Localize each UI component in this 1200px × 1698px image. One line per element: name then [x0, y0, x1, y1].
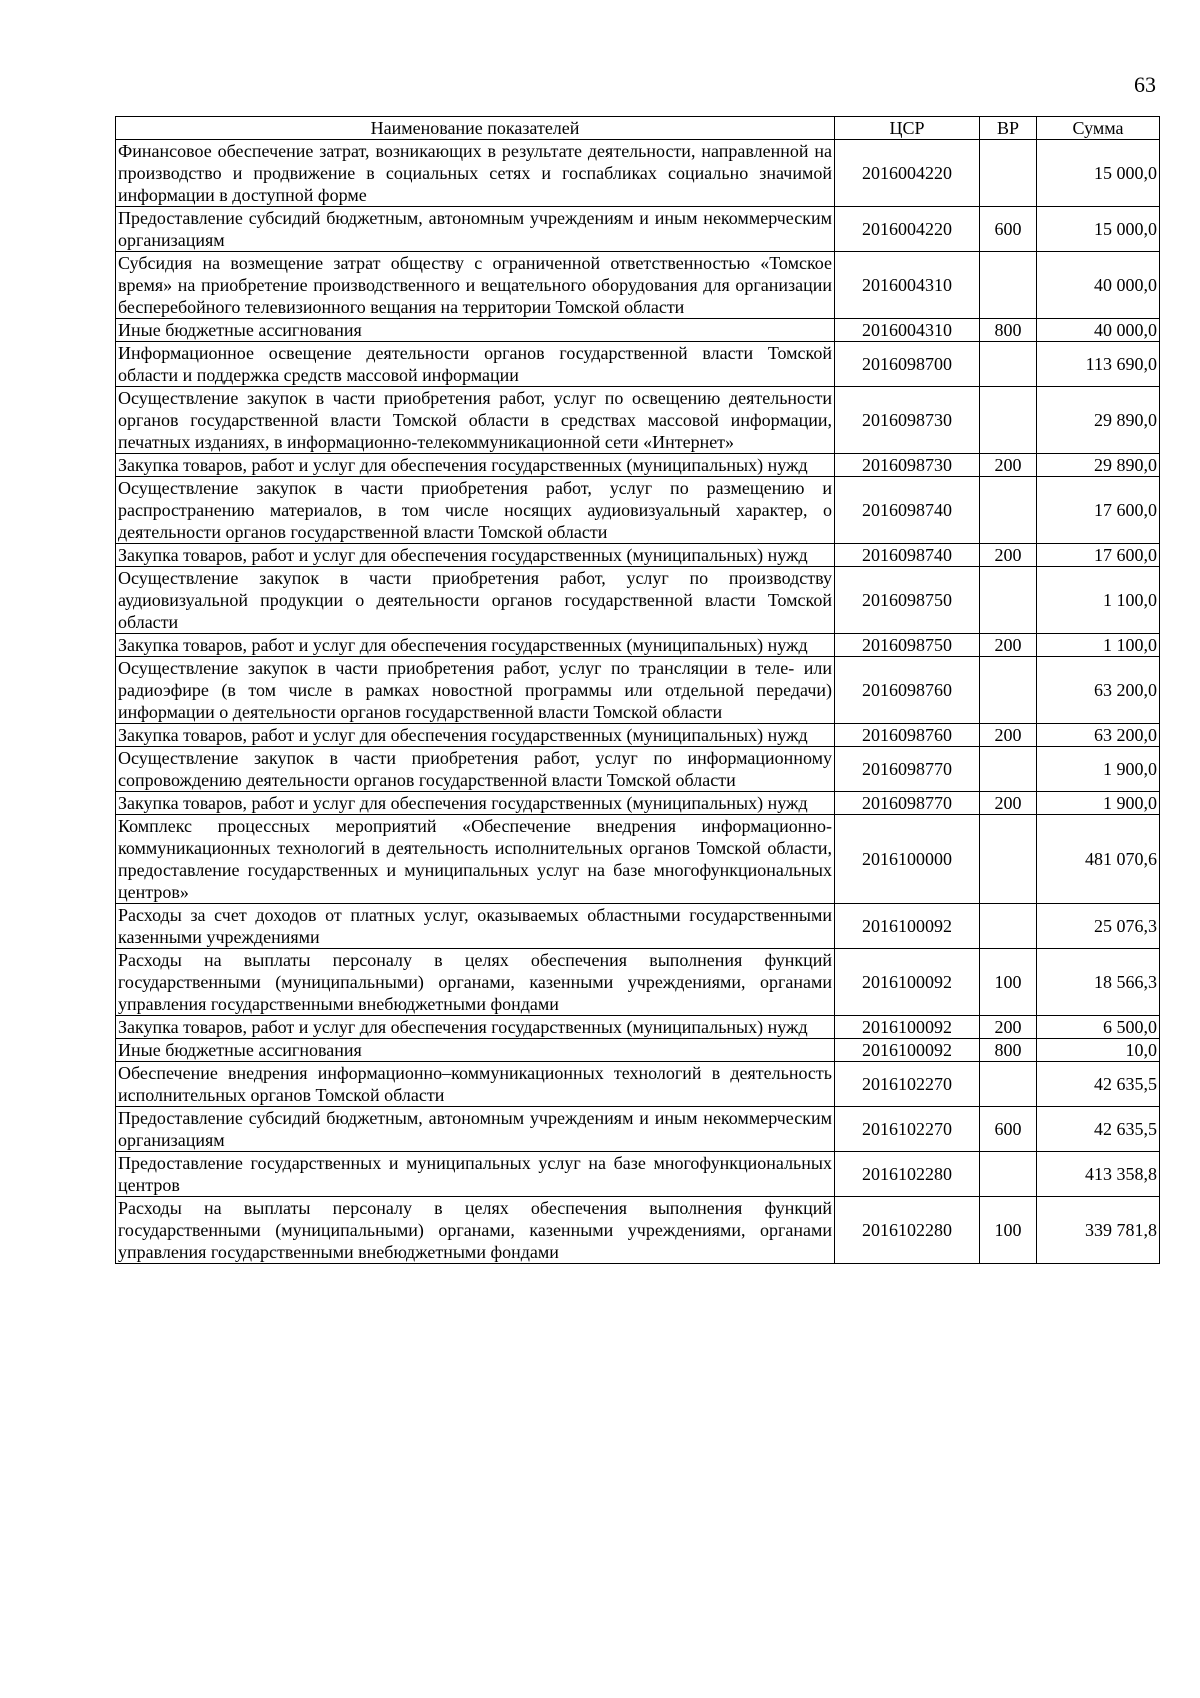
cell-name: Обеспечение внедрения информационно–коммуникационных технологий в деятельность исполнительных органов Томской области [116, 1062, 835, 1107]
cell-csr: 2016004220 [835, 207, 980, 252]
table-header-row [116, 117, 1160, 140]
cell-sum: 15 000,0 [1037, 207, 1160, 252]
table-row [116, 387, 1160, 454]
cell-sum: 29 890,0 [1037, 454, 1160, 477]
cell-sum: 339 781,8 [1037, 1197, 1160, 1264]
cell-vr: 600 [980, 207, 1037, 252]
cell-name: Закупка товаров, работ и услуг для обеспечения государственных (муниципальных) нужд [116, 724, 835, 747]
cell-csr: 2016004220 [835, 140, 980, 207]
cell-sum: 18 566,3 [1037, 949, 1160, 1016]
cell-csr: 2016098740 [835, 477, 980, 544]
table-row [116, 544, 1160, 567]
cell-name: Закупка товаров, работ и услуг для обеспечения государственных (муниципальных) нужд [116, 544, 835, 567]
header-vr: ВР [980, 117, 1037, 140]
table-row [116, 724, 1160, 747]
cell-vr: 100 [980, 1197, 1037, 1264]
cell-vr: 800 [980, 1039, 1037, 1062]
table-row [116, 747, 1160, 792]
cell-name: Предоставление субсидий бюджетным, автономным учреждениям и иным некоммерческим организациям [116, 207, 835, 252]
cell-name: Предоставление субсидий бюджетным, автономным учреждениям и иным некоммерческим организациям [116, 1107, 835, 1152]
cell-vr: 200 [980, 1016, 1037, 1039]
table-row [116, 634, 1160, 657]
cell-csr: 2016098730 [835, 387, 980, 454]
cell-sum: 25 076,3 [1037, 904, 1160, 949]
cell-name: Финансовое обеспечение затрат, возникающих в результате деятельности, направленной на производство и продвижение в социальных сетях и госпабликах социально значимой информации в доступной форме [116, 140, 835, 207]
cell-name: Закупка товаров, работ и услуг для обеспечения государственных (муниципальных) нужд [116, 1016, 835, 1039]
cell-sum: 6 500,0 [1037, 1016, 1160, 1039]
cell-vr: 200 [980, 724, 1037, 747]
cell-name: Расходы на выплаты персоналу в целях обеспечения выполнения функций государственными (муниципальными) органами, казенными учреждениями, органами управления государственными внебюджетными фондами [116, 949, 835, 1016]
cell-vr [980, 904, 1037, 949]
table-row [116, 657, 1160, 724]
cell-name: Закупка товаров, работ и услуг для обеспечения государственных (муниципальных) нужд [116, 454, 835, 477]
cell-vr [980, 140, 1037, 207]
cell-sum: 1 900,0 [1037, 747, 1160, 792]
cell-sum: 113 690,0 [1037, 342, 1160, 387]
cell-name: Расходы за счет доходов от платных услуг, оказываемых областными государственными казенными учреждениями [116, 904, 835, 949]
cell-sum: 40 000,0 [1037, 252, 1160, 319]
cell-csr: 2016098700 [835, 342, 980, 387]
cell-name: Иные бюджетные ассигнования [116, 1039, 835, 1062]
cell-sum: 17 600,0 [1037, 477, 1160, 544]
table-row [116, 1016, 1160, 1039]
cell-name: Расходы на выплаты персоналу в целях обеспечения выполнения функций государственными (муниципальными) органами, казенными учреждениями, органами управления государственными внебюджетными фондами [116, 1197, 835, 1264]
table-row [116, 792, 1160, 815]
cell-name: Комплекс процессных мероприятий «Обеспечение внедрения информационно-коммуникационных технологий в деятельность исполнительных органов Томской области, предоставление государственных и муниципальных услуг на базе многофункциональных центров» [116, 815, 835, 904]
table-row [116, 1107, 1160, 1152]
cell-name: Осуществление закупок в части приобретения работ, услуг по размещению и распространению материалов, в том числе носящих аудиовизуальный характер, о деятельности органов государственной власти Томской области [116, 477, 835, 544]
table-row [116, 567, 1160, 634]
cell-vr [980, 1152, 1037, 1197]
cell-vr: 200 [980, 792, 1037, 815]
cell-sum: 63 200,0 [1037, 657, 1160, 724]
cell-csr: 2016098750 [835, 567, 980, 634]
cell-name: Иные бюджетные ассигнования [116, 319, 835, 342]
cell-vr [980, 815, 1037, 904]
cell-csr: 2016098760 [835, 657, 980, 724]
cell-vr [980, 477, 1037, 544]
cell-sum: 40 000,0 [1037, 319, 1160, 342]
cell-name: Предоставление государственных и муниципальных услуг на базе многофункциональных центров [116, 1152, 835, 1197]
cell-name: Осуществление закупок в части приобретения работ, услуг по трансляции в теле- или радиоэфире (в том числе в рамках новостной программы или отдельной передачи) информации о деятельности органов государственной власти Томской области [116, 657, 835, 724]
cell-sum: 15 000,0 [1037, 140, 1160, 207]
cell-sum: 1 900,0 [1037, 792, 1160, 815]
cell-vr: 100 [980, 949, 1037, 1016]
table-row [116, 1152, 1160, 1197]
cell-sum: 29 890,0 [1037, 387, 1160, 454]
table-row [116, 252, 1160, 319]
budget-table [115, 116, 1160, 1264]
cell-name: Закупка товаров, работ и услуг для обеспечения государственных (муниципальных) нужд [116, 792, 835, 815]
table-row [116, 1039, 1160, 1062]
cell-csr: 2016102280 [835, 1197, 980, 1264]
table-row [116, 477, 1160, 544]
cell-vr: 200 [980, 454, 1037, 477]
table-row [116, 1197, 1160, 1264]
cell-sum: 1 100,0 [1037, 567, 1160, 634]
cell-vr: 200 [980, 544, 1037, 567]
cell-name: Осуществление закупок в части приобретения работ, услуг по освещению деятельности органов государственной власти Томской области в средствах массовой информации, печатных изданиях, в информационно-телекоммуникационной сети «Интернет» [116, 387, 835, 454]
cell-vr [980, 387, 1037, 454]
table-row [116, 454, 1160, 477]
cell-csr: 2016098770 [835, 792, 980, 815]
cell-sum: 1 100,0 [1037, 634, 1160, 657]
cell-csr: 2016102270 [835, 1062, 980, 1107]
cell-csr: 2016098730 [835, 454, 980, 477]
cell-name: Закупка товаров, работ и услуг для обеспечения государственных (муниципальных) нужд [116, 634, 835, 657]
cell-csr: 2016004310 [835, 252, 980, 319]
cell-vr: 800 [980, 319, 1037, 342]
cell-csr: 2016102280 [835, 1152, 980, 1197]
table-row [116, 904, 1160, 949]
header-name: Наименование показателей [116, 117, 835, 140]
table-row [116, 949, 1160, 1016]
cell-name: Осуществление закупок в части приобретения работ, услуг по производству аудиовизуальной продукции о деятельности органов государственной власти Томской области [116, 567, 835, 634]
table-row [116, 815, 1160, 904]
cell-csr: 2016102270 [835, 1107, 980, 1152]
header-sum: Сумма [1037, 117, 1160, 140]
cell-csr: 2016098750 [835, 634, 980, 657]
cell-sum: 63 200,0 [1037, 724, 1160, 747]
cell-csr: 2016098740 [835, 544, 980, 567]
cell-vr: 200 [980, 634, 1037, 657]
table-row [116, 342, 1160, 387]
cell-vr [980, 747, 1037, 792]
cell-vr [980, 1062, 1037, 1107]
page-number: 63 [1134, 72, 1156, 97]
cell-name: Субсидия на возмещение затрат обществу с ограниченной ответственностью «Томское время» на приобретение производственного и вещательного оборудования для организации бесперебойного телевизионного вещания на территории Томской области [116, 252, 835, 319]
cell-sum: 10,0 [1037, 1039, 1160, 1062]
table-body [116, 140, 1160, 1264]
cell-vr: 600 [980, 1107, 1037, 1152]
cell-csr: 2016100092 [835, 949, 980, 1016]
table-row [116, 319, 1160, 342]
cell-sum: 42 635,5 [1037, 1107, 1160, 1152]
cell-sum: 42 635,5 [1037, 1062, 1160, 1107]
cell-sum: 481 070,6 [1037, 815, 1160, 904]
cell-name: Осуществление закупок в части приобретения работ, услуг по информационному сопровождению деятельности органов государственной власти Томской области [116, 747, 835, 792]
table-row [116, 1062, 1160, 1107]
cell-vr [980, 252, 1037, 319]
cell-vr [980, 567, 1037, 634]
cell-sum: 17 600,0 [1037, 544, 1160, 567]
table-row [116, 207, 1160, 252]
cell-name: Информационное освещение деятельности органов государственной власти Томской области и поддержка средств массовой информации [116, 342, 835, 387]
cell-csr: 2016100092 [835, 1039, 980, 1062]
cell-csr: 2016098760 [835, 724, 980, 747]
cell-csr: 2016004310 [835, 319, 980, 342]
cell-csr: 2016100000 [835, 815, 980, 904]
cell-vr [980, 342, 1037, 387]
table-row [116, 140, 1160, 207]
cell-csr: 2016098770 [835, 747, 980, 792]
cell-csr: 2016100092 [835, 904, 980, 949]
header-csr: ЦСР [835, 117, 980, 140]
cell-csr: 2016100092 [835, 1016, 980, 1039]
cell-sum: 413 358,8 [1037, 1152, 1160, 1197]
cell-vr [980, 657, 1037, 724]
